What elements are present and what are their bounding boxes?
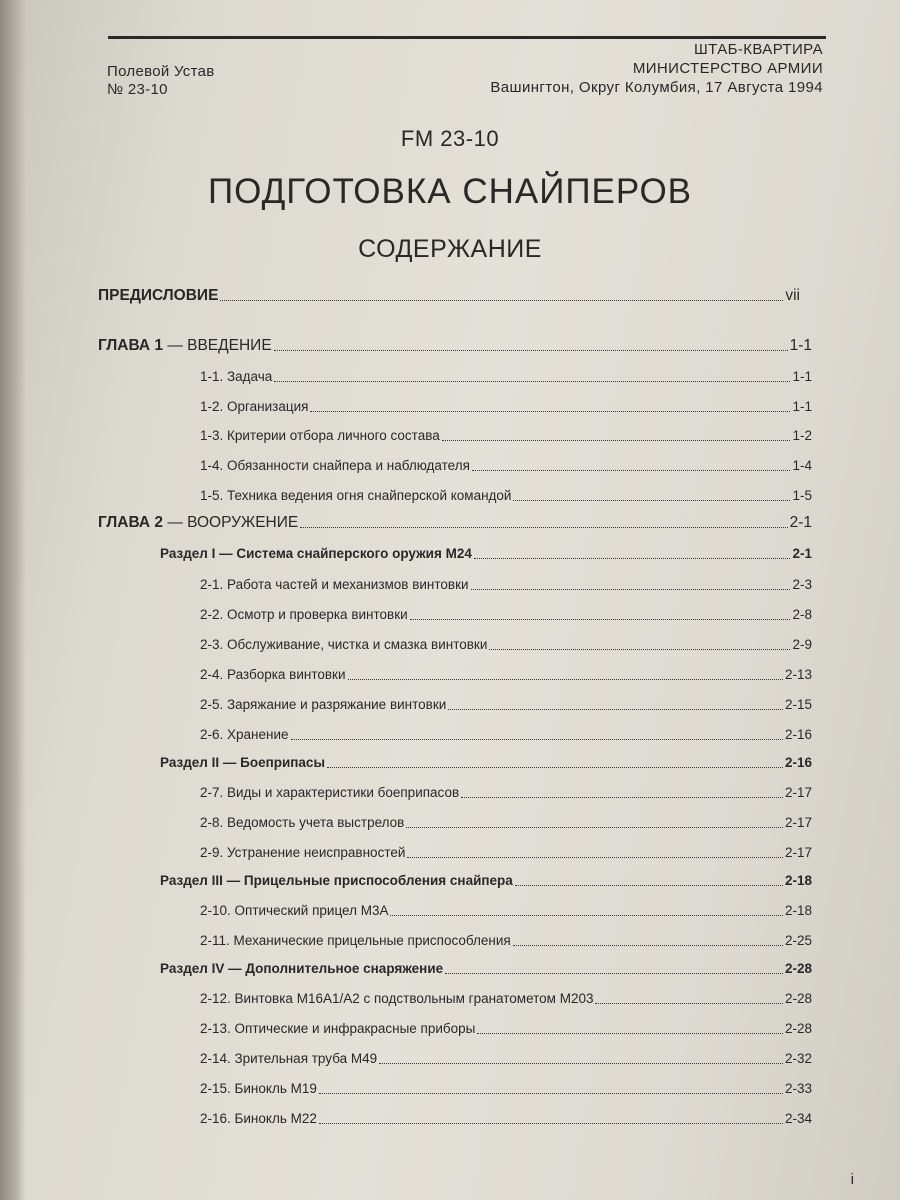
toc-leader-dots — [327, 752, 783, 768]
toc-label: 2-9. Устранение неисправностей — [200, 845, 406, 860]
manual-number: № 23-10 — [107, 81, 168, 98]
toc-page-ref: 2-17 — [784, 785, 812, 800]
toc-label: 1-5. Техника ведения огня снайперской командой — [200, 488, 512, 503]
toc-page-ref: 2-28 — [784, 961, 812, 976]
toc-entry — [200, 574, 812, 596]
toc-page-ref: 2-34 — [784, 1111, 812, 1126]
toc-leader-dots — [310, 396, 790, 412]
toc-page-ref: 2-18 — [784, 873, 812, 888]
toc-entry — [200, 366, 812, 388]
toc-label: 2-11. Механические прицельные приспособления — [200, 933, 511, 948]
toc-entry — [200, 455, 812, 477]
toc-leader-dots — [274, 335, 788, 351]
toc-entry — [200, 812, 812, 834]
toc-leader-dots — [448, 694, 783, 710]
toc-chapter — [98, 335, 812, 357]
fm-number: FM 23-10 — [400, 126, 500, 151]
toc-page-ref: 2-28 — [784, 1021, 812, 1036]
toc-entry — [200, 425, 812, 447]
toc-entry — [200, 396, 812, 418]
toc-label: 2-12. Винтовка M16A1/A2 с подствольным гранатометом M203 — [200, 991, 594, 1006]
toc-label: Раздел IV — Дополнительное снаряжение — [160, 961, 444, 976]
toc-label: Раздел II — Боеприпасы — [160, 755, 325, 770]
toc-entry — [200, 664, 812, 686]
toc-chapter-title: — ВВЕДЕНИЕ — [163, 337, 272, 354]
toc-chapter-number: ГЛАВА 1 — [98, 337, 164, 354]
toc-page-ref: 2-8 — [792, 607, 812, 622]
toc-label: ПРЕДИСЛОВИЕ — [98, 287, 219, 304]
toc-leader-dots — [319, 1078, 783, 1094]
toc-page-ref: 2-18 — [784, 903, 812, 918]
toc-entry — [200, 1108, 812, 1130]
toc-section — [160, 870, 812, 892]
toc-page-ref: 2-15 — [784, 697, 812, 712]
toc-label: 2-6. Хранение — [200, 727, 289, 742]
toc-section — [160, 958, 812, 980]
toc-entry — [200, 724, 812, 746]
toc-label: 2-5. Заряжание и разряжание винтовки — [200, 697, 447, 712]
toc-page-ref: 2-1 — [789, 514, 812, 531]
toc-label: 2-10. Оптический прицел M3A — [200, 903, 389, 918]
toc-page-ref: 2-25 — [784, 933, 812, 948]
toc-leader-dots — [407, 842, 783, 858]
toc-label: 2-7. Виды и характеристики боеприпасов — [200, 785, 460, 800]
toc-leader-dots — [274, 366, 790, 382]
toc-entry — [200, 988, 812, 1010]
toc-heading: СОДЕРЖАНИЕ — [358, 235, 542, 263]
toc-leader-dots — [477, 1018, 783, 1034]
toc-leader-dots — [513, 485, 790, 501]
toc-page-ref: 1-1 — [792, 399, 812, 414]
toc-leader-dots — [390, 900, 782, 916]
toc-page-ref: 2-33 — [784, 1081, 812, 1096]
page-number: i — [850, 1171, 854, 1188]
toc-section — [160, 543, 812, 565]
manual-type: Полевой Устав — [107, 63, 215, 80]
toc-page-ref: 1-1 — [789, 337, 812, 354]
toc-page-ref: 2-17 — [784, 845, 812, 860]
toc-label — [98, 335, 272, 357]
toc-leader-dots — [461, 782, 783, 798]
toc-page-ref: 1-2 — [792, 428, 812, 443]
toc-leader-dots — [379, 1048, 783, 1064]
toc-label: 2-4. Разборка винтовки — [200, 667, 346, 682]
toc-chapter-title: — ВООРУЖЕНИЕ — [163, 514, 299, 531]
toc-leader-dots — [595, 988, 782, 1004]
toc-page-ref: 1-1 — [792, 369, 812, 384]
authority-line-1: ШТАБ-КВАРТИРА — [694, 41, 823, 58]
toc-page-ref: 2-9 — [792, 637, 812, 652]
toc-leader-dots — [348, 664, 783, 680]
toc-label: 2-15. Бинокль M19 — [200, 1081, 317, 1096]
toc-chapter — [98, 512, 812, 534]
toc-leader-dots — [474, 543, 791, 559]
toc-label: 1-4. Обязанности снайпера и наблюдателя — [200, 458, 470, 473]
toc-label: 1-1. Задача — [200, 369, 273, 384]
toc-page-ref: 1-5 — [792, 488, 812, 503]
toc-page-ref: 2-16 — [784, 727, 812, 742]
toc-page-ref: 2-32 — [784, 1051, 812, 1066]
toc-chapter — [98, 285, 800, 307]
toc-leader-dots — [489, 634, 790, 650]
toc-label: Раздел I — Система снайперского оружия M24 — [160, 546, 472, 561]
toc-label: 1-3. Критерии отбора личного состава — [200, 428, 440, 443]
toc-label: 2-16. Бинокль M22 — [200, 1111, 317, 1126]
toc-entry — [200, 604, 812, 626]
toc-entry — [200, 930, 812, 952]
toc-label: 2-2. Осмотр и проверка винтовки — [200, 607, 408, 622]
toc-entry — [200, 1018, 812, 1040]
toc-leader-dots — [300, 512, 787, 528]
toc-section — [160, 752, 812, 774]
document-title: ПОДГОТОВКА СНАЙПЕРОВ — [207, 172, 693, 211]
toc-entry — [200, 694, 812, 716]
toc-label — [98, 512, 298, 534]
toc-page-ref: 2-1 — [792, 546, 812, 561]
toc-leader-dots — [472, 455, 791, 471]
toc-chapter-number: ГЛАВА 2 — [98, 514, 164, 531]
toc-leader-dots — [513, 930, 783, 946]
toc-leader-dots — [220, 285, 783, 301]
toc-entry — [200, 634, 812, 656]
toc-leader-dots — [471, 574, 791, 590]
toc-entry — [200, 485, 812, 507]
toc-entry — [200, 900, 812, 922]
toc-leader-dots — [515, 870, 783, 886]
toc-leader-dots — [291, 724, 783, 740]
toc-leader-dots — [406, 812, 783, 828]
toc-leader-dots — [319, 1108, 783, 1124]
toc-page-ref: 2-17 — [784, 815, 812, 830]
authority-date-line: Вашингтон, Округ Колумбия, 17 Августа 1994 — [490, 79, 823, 96]
toc-leader-dots — [410, 604, 791, 620]
toc-label: 2-8. Ведомость учета выстрелов — [200, 815, 405, 830]
toc-entry — [200, 782, 812, 804]
toc-label: Раздел III — Прицельные приспособления снайпера — [160, 873, 513, 888]
toc-leader-dots — [445, 958, 783, 974]
toc-label: 2-14. Зрительная труба M49 — [200, 1051, 378, 1066]
toc-page-ref: 2-3 — [792, 577, 812, 592]
toc-page-ref: vii — [785, 287, 800, 304]
toc-page-ref: 2-13 — [784, 667, 812, 682]
toc-entry — [200, 1078, 812, 1100]
toc-page-ref: 2-28 — [784, 991, 812, 1006]
toc-label: 2-3. Обслуживание, чистка и смазка винтовки — [200, 637, 488, 652]
toc-page-ref: 1-4 — [792, 458, 812, 473]
toc-entry — [200, 1048, 812, 1070]
authority-line-2: МИНИСТЕРСТВО АРМИИ — [632, 60, 823, 77]
toc-page-ref: 2-16 — [784, 755, 812, 770]
toc-leader-dots — [442, 425, 791, 441]
toc-label: 2-1. Работа частей и механизмов винтовки — [200, 577, 469, 592]
toc-entry — [200, 842, 812, 864]
toc-label: 2-13. Оптические и инфракрасные приборы — [200, 1021, 476, 1036]
toc-label: 1-2. Организация — [200, 399, 309, 414]
